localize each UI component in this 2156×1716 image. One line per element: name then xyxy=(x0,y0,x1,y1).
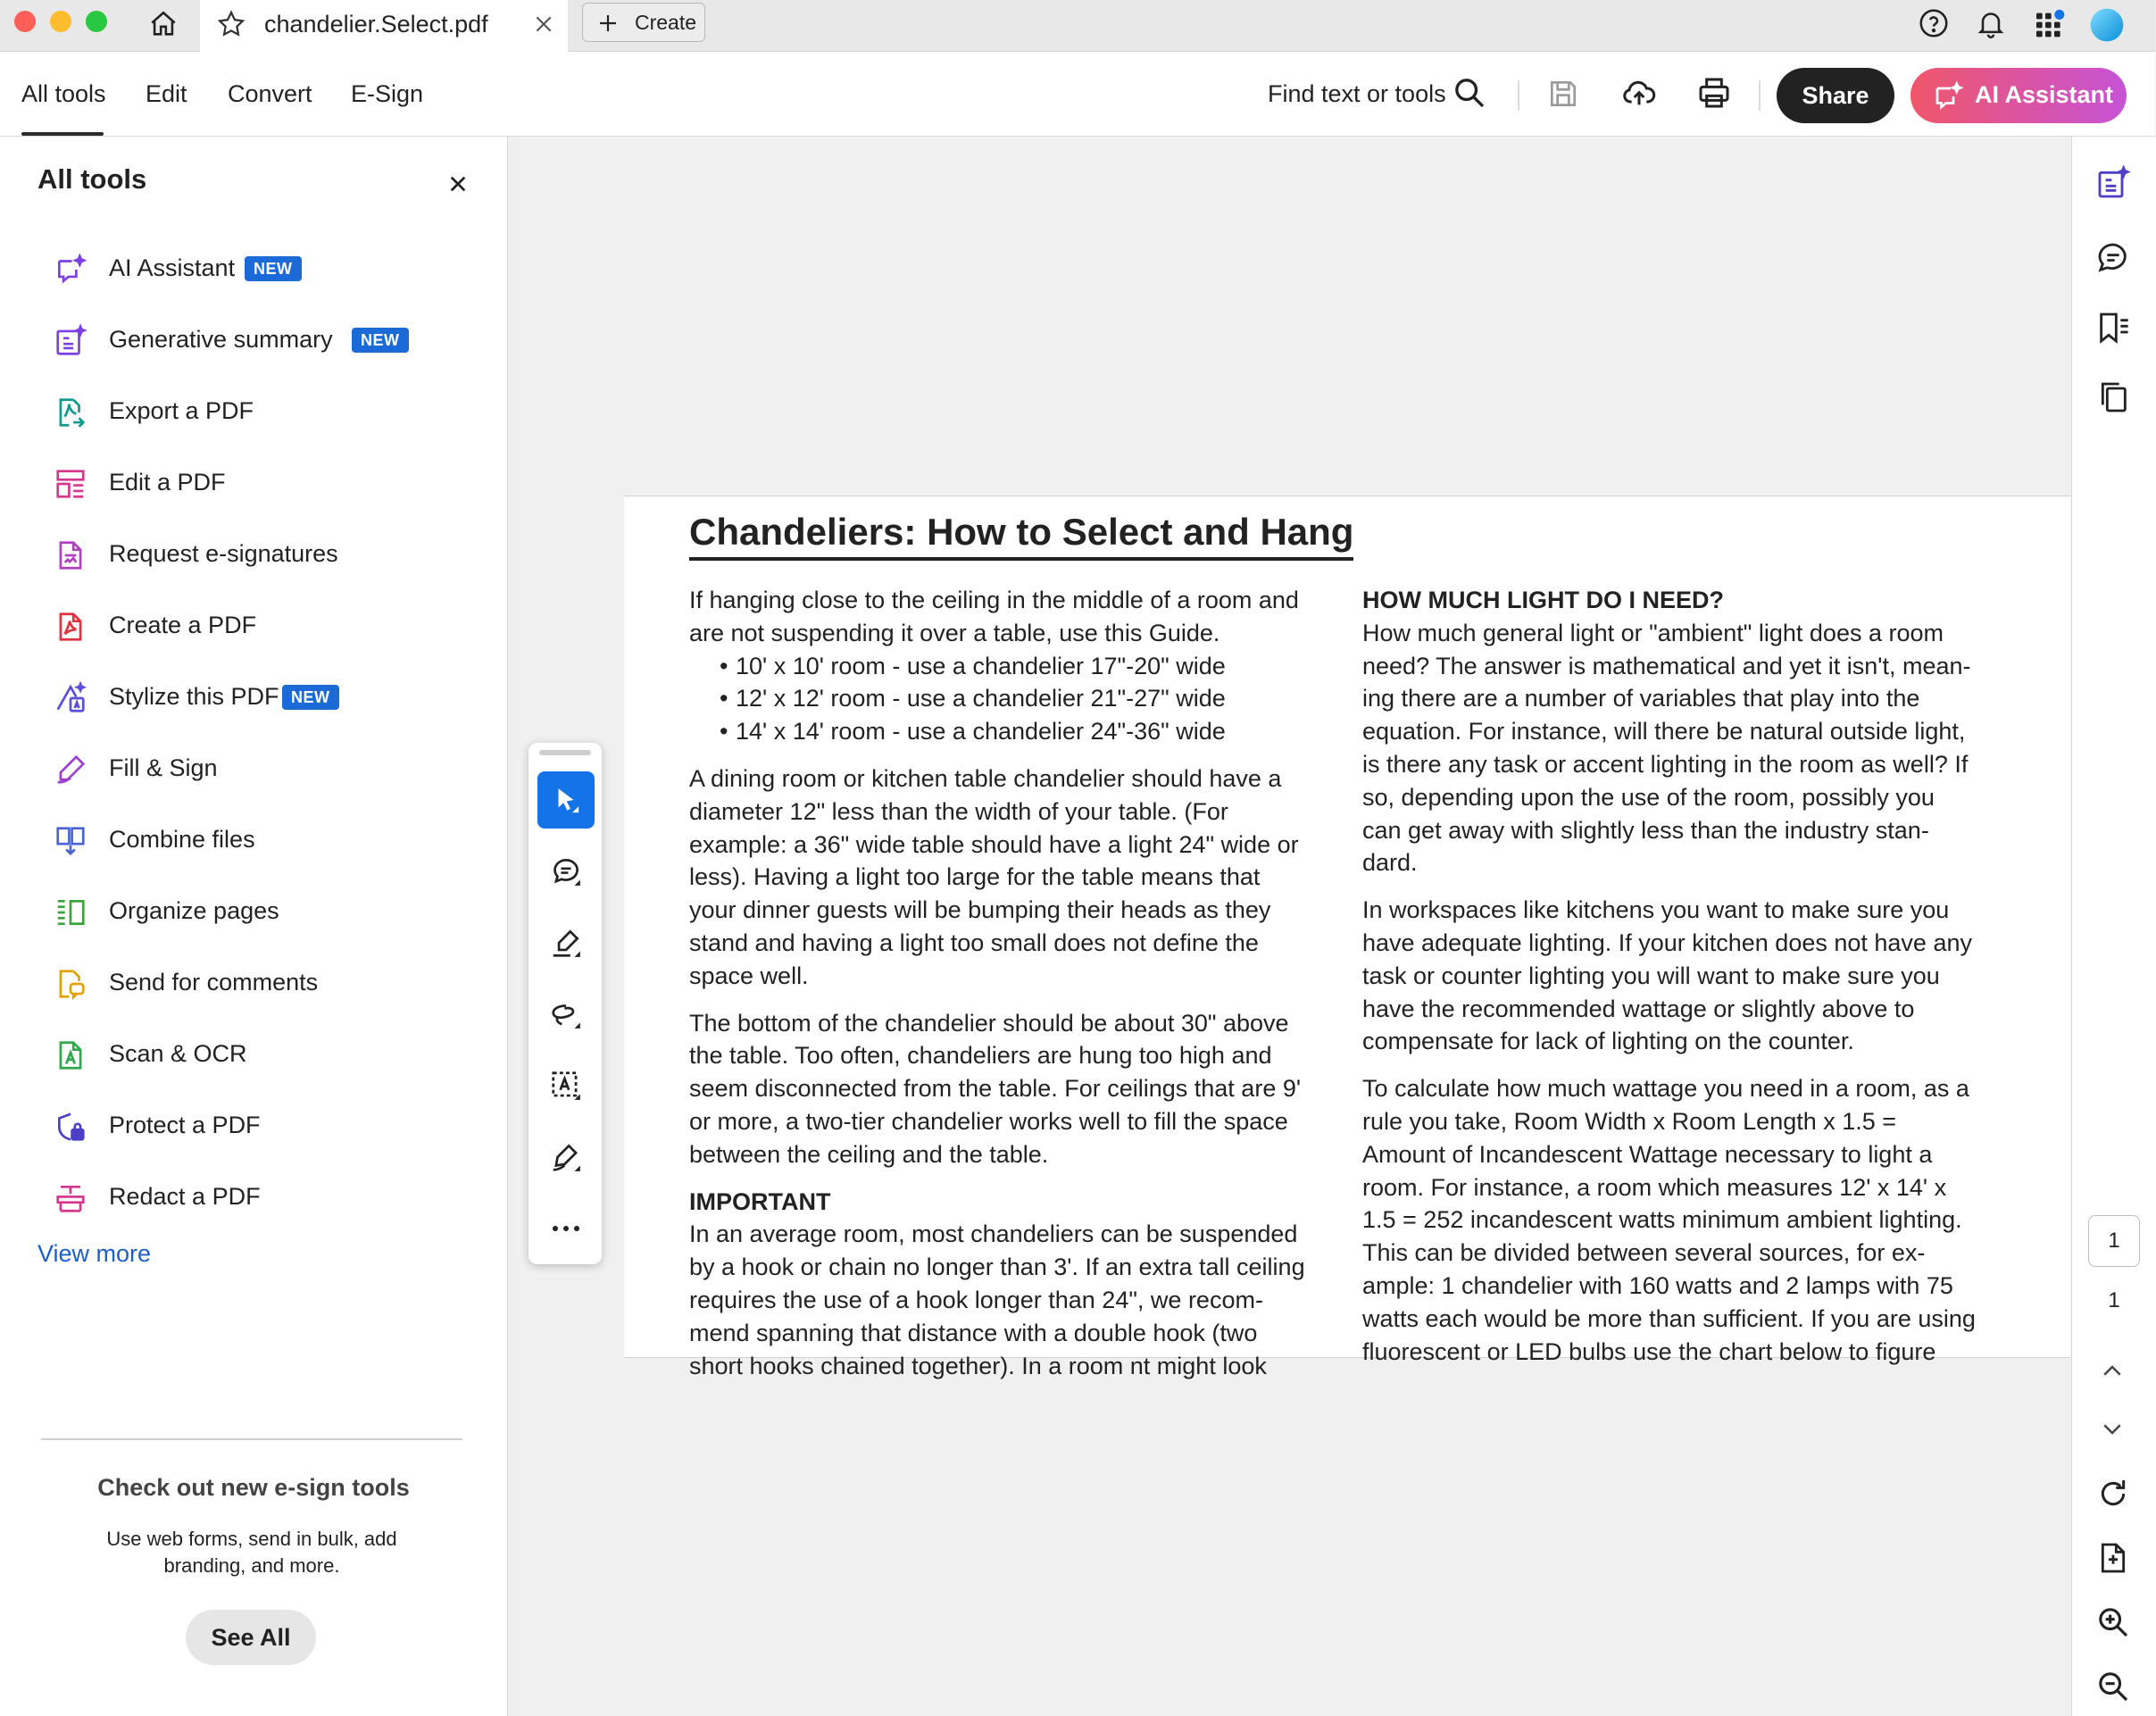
tool-generative-summary[interactable] xyxy=(36,315,482,365)
right-column xyxy=(1362,584,1978,1382)
panel-title: All tools xyxy=(37,163,147,195)
home-button[interactable] xyxy=(143,4,184,45)
paragraph: In workspaces like kitchens you want to make sure you have adequate lighting. If your kitchen does not have any task or counter lighting you will want to make sure you have the recommended wattage or slightly above to compensate for lack of lighting on the counter. xyxy=(1362,896,1972,1055)
ai-assistant-button[interactable] xyxy=(1910,68,2127,123)
export-pdf-icon xyxy=(54,396,87,429)
draw-tool-button[interactable] xyxy=(537,986,595,1043)
pen-sign-icon xyxy=(549,1140,583,1174)
toolbar-divider xyxy=(1518,80,1519,111)
left-column xyxy=(689,584,1305,1396)
stylize-pdf-icon xyxy=(54,681,87,715)
chevron-up-icon[interactable] xyxy=(2099,1358,2126,1385)
document-tab[interactable] xyxy=(200,0,568,52)
redact-pdf-icon xyxy=(54,1181,87,1215)
protect-pdf-icon xyxy=(54,1110,87,1144)
upload-cloud-icon[interactable] xyxy=(1621,75,1657,111)
print-icon[interactable] xyxy=(1696,75,1732,111)
highlighter-icon xyxy=(549,926,583,960)
tool-redact-pdf[interactable] xyxy=(36,1172,482,1222)
paragraph: A dining room or kitchen table chandelier should have a diameter 12" less than the width of your table. (For example: a 36" wide table should have a light 24" wide or less). Having a light too large for the table means that your dinner guests will be bumping their heads as they stand and having a light too small does not define the space well. xyxy=(689,764,1299,989)
comment-icon xyxy=(549,854,583,888)
view-more-link[interactable]: View more xyxy=(37,1240,152,1267)
cursor-icon xyxy=(551,785,581,815)
tool-scan-ocr[interactable] xyxy=(36,1029,482,1079)
tab-edit[interactable]: Edit xyxy=(146,80,187,107)
zoom-out-icon[interactable] xyxy=(2095,1669,2131,1704)
text-box-icon xyxy=(549,1069,583,1103)
plus-icon xyxy=(597,12,619,34)
tool-fill-sign[interactable] xyxy=(36,744,482,794)
avatar[interactable] xyxy=(2089,7,2125,43)
tool-ai-assistant[interactable] xyxy=(36,244,482,294)
scan-ocr-icon xyxy=(54,1038,87,1072)
tool-label: Redact a PDF xyxy=(109,1183,261,1210)
list-item: • 14' x 14' room - use a chandelier 24"-36" wide xyxy=(736,715,1305,748)
close-tab-icon[interactable] xyxy=(532,12,555,36)
current-page-input[interactable]: 1 xyxy=(2088,1215,2140,1267)
chevron-down-icon[interactable] xyxy=(2099,1415,2126,1442)
paragraph: How much general light or "ambient" light does a room need? The answer is mathematical and yet it isn't, mean-ing there are a number of variables that play into the equation. For instance, will there be natural outside light, is there any task or accent lighting in the room as well? If so, depending upon the use of the room, possibly you can get away with slightly less than the industry stan-dard. xyxy=(1362,619,1971,877)
close-panel-icon[interactable] xyxy=(448,174,468,194)
save-icon[interactable] xyxy=(1546,77,1580,111)
new-badge: NEW xyxy=(282,685,339,710)
star-icon[interactable] xyxy=(216,9,246,39)
tab-convert[interactable]: Convert xyxy=(228,80,312,107)
paragraph: In an average room, most chandeliers can be suspended by a hook or chain no longer than 3'. If an extra tall ceiling requires the use of a hook longer than 24", we recom-mend spanning that distance with a double hook (two short hooks chained together). In a room nt might look xyxy=(689,1220,1305,1379)
tool-label: Stylize this PDF xyxy=(109,683,279,710)
tool-protect-pdf[interactable] xyxy=(36,1101,482,1151)
ai-assistant-icon xyxy=(1932,80,1964,112)
highlight-tool-button[interactable] xyxy=(537,914,595,971)
promo-text: Use web forms, send in bulk, add branding, and more. xyxy=(106,1528,397,1577)
send-comments-icon xyxy=(54,967,87,1001)
rotate-icon[interactable] xyxy=(2095,1476,2131,1512)
right-rail xyxy=(2071,137,2156,1716)
tool-create-pdf[interactable] xyxy=(36,601,482,651)
tool-label: Organize pages xyxy=(109,897,279,924)
intro-paragraph: If hanging close to the ceiling in the middle of a room and are not suspending it over a table, use this Guide. xyxy=(689,587,1299,646)
important-heading: IMPORTANT xyxy=(689,1187,831,1215)
title-bar xyxy=(0,0,2155,52)
toolbar-divider xyxy=(1759,80,1761,111)
comment-tool-button[interactable] xyxy=(537,843,595,900)
comments-icon[interactable] xyxy=(2095,240,2131,276)
quick-tools-bar xyxy=(529,743,602,1264)
document-title: Chandeliers: How to Select and Hang xyxy=(689,511,1353,561)
request-esign-icon xyxy=(54,538,87,572)
paragraph: The bottom of the chandelier should be about 30" above the table. Too often, chandeliers are hung too high and seem disconnected from the table. For ceilings that are 9' or more, a two-tier chandelier works well to fill the space between the ceiling and the table. xyxy=(689,1009,1302,1168)
drag-handle[interactable] xyxy=(539,750,591,755)
ai-assistant-label: AI Assistant xyxy=(1975,81,2114,108)
create-pdf-icon xyxy=(54,610,87,644)
tool-label: Fill & Sign xyxy=(109,754,218,781)
tool-label: Send for comments xyxy=(109,969,319,995)
create-button[interactable] xyxy=(582,3,705,42)
see-all-button[interactable]: See All xyxy=(186,1610,316,1665)
lasso-icon xyxy=(549,997,583,1031)
tool-label: Create a PDF xyxy=(109,612,257,638)
tool-export-pdf[interactable] xyxy=(36,387,482,437)
fill-sign-icon xyxy=(54,753,87,787)
notifications-icon[interactable] xyxy=(1975,7,2007,39)
list-item: • 10' x 10' room - use a chandelier 17"-20" wide xyxy=(736,650,1305,683)
find-text-or-tools[interactable]: Find text or tools xyxy=(1268,80,1446,107)
more-icon xyxy=(551,1224,581,1233)
tool-stylize-pdf[interactable] xyxy=(36,672,482,722)
tab-title: chandelier.Select.pdf xyxy=(264,11,488,37)
tool-label: Scan & OCR xyxy=(109,1040,247,1067)
ai-assistant-icon xyxy=(54,253,87,287)
tool-label: AI Assistant xyxy=(109,254,236,281)
apps-grid-icon[interactable] xyxy=(2032,7,2068,43)
organize-pages-icon xyxy=(54,895,87,929)
zoom-window-button[interactable] xyxy=(86,11,107,32)
tool-send-for-comments[interactable] xyxy=(36,958,482,1008)
light-heading: HOW MUCH LIGHT DO I NEED? xyxy=(1362,587,1724,613)
all-tools-panel xyxy=(0,137,508,1716)
list-item: • 12' x 12' room - use a chandelier 21"-27" wide xyxy=(736,682,1305,715)
tool-label: Generative summary xyxy=(109,326,333,353)
home-icon xyxy=(148,9,179,39)
generative-summary-icon xyxy=(54,324,87,358)
panel-divider xyxy=(41,1438,462,1440)
page-display-icon[interactable] xyxy=(2095,1540,2131,1576)
document-viewport[interactable] xyxy=(508,137,2070,1716)
tool-edit-pdf[interactable] xyxy=(36,458,482,508)
more-tools-button[interactable] xyxy=(537,1200,595,1257)
tool-label: Export a PDF xyxy=(109,397,254,424)
combine-files-icon xyxy=(54,824,87,858)
active-tab-indicator xyxy=(21,132,104,136)
edit-pdf-icon xyxy=(54,467,87,501)
room-size-list xyxy=(689,650,1305,748)
pdf-page xyxy=(624,496,2070,1379)
create-label: Create xyxy=(635,11,697,34)
tool-label: Edit a PDF xyxy=(109,469,226,496)
close-window-button[interactable] xyxy=(14,11,36,32)
promo-title: Check out new e-sign tools xyxy=(97,1474,410,1501)
new-badge: NEW xyxy=(352,328,409,353)
total-pages: 1 xyxy=(2108,1288,2120,1312)
tool-request-esignatures[interactable] xyxy=(36,529,482,579)
main-toolbar xyxy=(0,52,2155,137)
tool-label: Request e-signatures xyxy=(109,540,338,567)
select-tool-button[interactable] xyxy=(537,771,595,829)
help-icon[interactable] xyxy=(1918,7,1950,39)
generative-summary-icon[interactable] xyxy=(2095,165,2131,201)
tool-combine-files[interactable] xyxy=(36,815,482,865)
search-icon[interactable] xyxy=(1452,75,1487,111)
sign-tool-button[interactable] xyxy=(537,1129,595,1186)
text-tool-button[interactable] xyxy=(537,1057,595,1114)
tab-esign[interactable]: E-Sign xyxy=(351,80,424,107)
tool-label: Protect a PDF xyxy=(109,1112,261,1138)
minimize-window-button[interactable] xyxy=(50,11,71,32)
tool-organize-pages[interactable] xyxy=(36,887,482,937)
zoom-in-icon[interactable] xyxy=(2095,1604,2131,1640)
share-button[interactable]: Share xyxy=(1777,68,1894,123)
paragraph: To calculate how much wattage you need in a room, as a rule you take, Room Width x Room Length x 1.5 = Amount of Incandescent Wattage necessary to light a room. For instance, a room which measures 12' x 14' x 1.5 = 252 incandescent watts minimum ambient lighting. This can be divided between several sources, for ex-ample: 1 chandelier with 160 watts and 2 lamps with 75 watts each would be more than sufficient. If you are using fluorescent or LED bulbs use the chart below to figure xyxy=(1362,1075,1976,1365)
new-badge: NEW xyxy=(245,256,302,281)
tool-label: Combine files xyxy=(109,826,255,853)
tab-all-tools[interactable]: All tools xyxy=(21,80,106,107)
bookmarks-icon[interactable] xyxy=(2095,310,2131,346)
pages-icon[interactable] xyxy=(2095,379,2131,415)
